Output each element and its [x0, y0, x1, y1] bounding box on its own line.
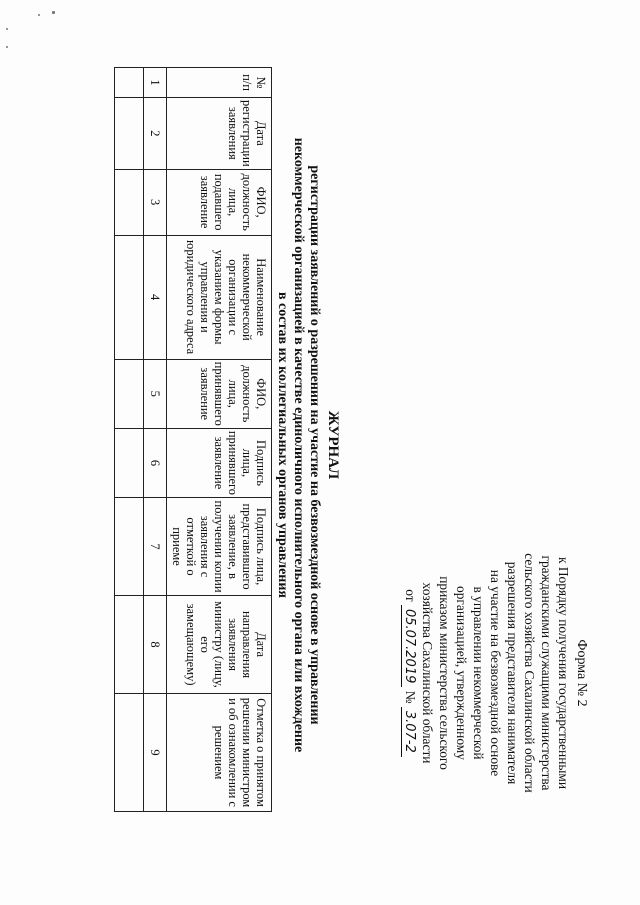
- empty-cell: [115, 98, 144, 170]
- column-number: 8: [144, 596, 167, 694]
- column-header: ФИО, должность лица, подавшего заявление: [167, 169, 272, 235]
- header-line: хозяйства Сахалинской области: [420, 582, 435, 764]
- header-line: организацией, утвержденному: [454, 586, 469, 760]
- title-line: в состав их коллегиальных органов управления: [275, 291, 290, 598]
- journal-title: [274, 20, 341, 870]
- column-number: 7: [144, 498, 167, 596]
- header-line: приказом министерства сельского: [437, 576, 452, 770]
- header-line: на участие на безвозмездной основе: [488, 569, 503, 777]
- date-prefix: от: [403, 589, 418, 602]
- empty-cell: [115, 359, 144, 428]
- column-number: 2: [144, 98, 167, 170]
- header-line: гражданскими служащими министерства: [539, 555, 554, 791]
- journal-table: [114, 67, 272, 812]
- column-number: 6: [144, 428, 167, 497]
- column-header: Наименование некоммерческой организации с указанием формы управления и юридического адреса: [167, 235, 272, 359]
- handwritten-date: 05.07.2019: [401, 605, 417, 687]
- title-line: регистрации заявлений о разрешении на участие на безвозмездной основе в управлении: [307, 165, 322, 725]
- handwritten-number: 3.07-2: [401, 707, 417, 757]
- header-line: сельского хозяйства Сахалинской области: [522, 553, 537, 793]
- scan-speck: [6, 46, 8, 48]
- empty-cell: [115, 694, 144, 812]
- empty-row: [115, 68, 144, 812]
- column-header: № п/п: [167, 68, 272, 98]
- column-number: 3: [144, 169, 167, 235]
- table-header-row: [167, 68, 272, 812]
- form-number: Форма № 2: [574, 639, 589, 707]
- column-header: ФИО, должность лица, принявшего заявление: [167, 359, 272, 428]
- scan-speck: [38, 14, 40, 16]
- scan-speck: [6, 28, 8, 30]
- column-header: Подпись лица, представившего заявление, в получении копии заявления с отметкой о приеме: [167, 498, 272, 596]
- column-number-row: [144, 68, 167, 812]
- column-number: 5: [144, 359, 167, 428]
- number-prefix: №: [403, 690, 418, 704]
- empty-cell: [115, 68, 144, 98]
- column-header: Подпись лица, принявшего заявление: [167, 428, 272, 497]
- form-header: [401, 508, 590, 838]
- empty-cell: [115, 596, 144, 694]
- header-line: разрешения представителя нанимателя: [505, 561, 520, 785]
- column-number: 1: [144, 68, 167, 98]
- column-header: Дата регистрации заявления: [167, 98, 272, 170]
- column-header: Отметка о принятом решении министром и об ознакомлении с решением: [167, 694, 272, 812]
- header-line: в управлении некоммерческой: [471, 586, 486, 760]
- empty-cell: [115, 428, 144, 497]
- title-heading: ЖУРНАЛ: [325, 410, 341, 480]
- order-date-line: [401, 508, 419, 838]
- header-line: к Порядку получения государственными: [556, 556, 571, 790]
- column-number: 9: [144, 694, 167, 812]
- empty-cell: [115, 169, 144, 235]
- scan-speck: [52, 11, 55, 14]
- column-number: 4: [144, 235, 167, 359]
- column-header: Дата направления заявления министру (лицу, его замещающему): [167, 596, 272, 694]
- rotated-sheet: [18, 20, 618, 870]
- empty-cell: [115, 498, 144, 596]
- title-line: некоммерческой организацией в качестве единоличного исполнительного органа или вхождение: [291, 137, 306, 753]
- empty-cell: [115, 235, 144, 359]
